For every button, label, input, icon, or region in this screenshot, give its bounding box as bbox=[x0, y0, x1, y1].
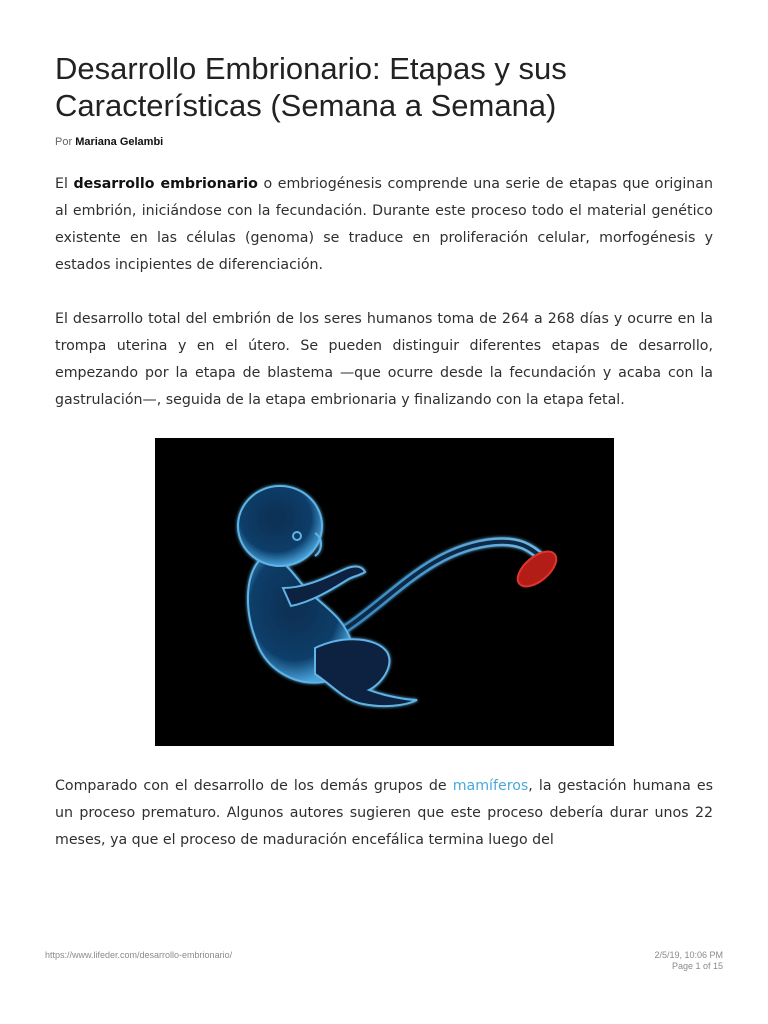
paragraph-intro-start: El bbox=[55, 176, 74, 192]
paragraph-intro-rest: o embriogénesis comprende una serie de etapas que originan al embrión, iniciándose con la fecundación. Durante este proceso todo el material genético existente en las células (genoma) se traduce en proliferación celular, morfogénesis y estados incipientes de diferenciación. bbox=[55, 176, 713, 273]
footer-page-number: Page 1 of 15 bbox=[671, 961, 723, 971]
footer-datetime: 2/5/19, 10:06 PM bbox=[654, 950, 723, 960]
byline bbox=[55, 136, 713, 148]
paragraph-intro-bold: desarrollo embrionario bbox=[73, 176, 258, 192]
fetus-image bbox=[155, 438, 614, 746]
article bbox=[55, 50, 713, 854]
fetus-illustration bbox=[155, 438, 614, 746]
footer-url: https://www.lifeder.com/desarrollo-embrionario/ bbox=[45, 950, 233, 960]
paragraph-comparison-rest: , la gestación humana es un proceso prematuro. Algunos autores sugieren que este proceso debería durar unos 22 meses, ya que el proceso de maduración encefálica termina luego del bbox=[55, 778, 714, 848]
paragraph-comparison bbox=[55, 773, 713, 854]
byline-prefix: Por bbox=[55, 136, 73, 148]
author-name[interactable]: Mariana Gelambi bbox=[75, 136, 164, 148]
paragraph-duration: El desarrollo total del embrión de los seres humanos toma de 264 a 268 días y ocurre en la trompa uterina y en el útero. Se pueden distinguir diferentes etapas de desarrollo, empezando por la etapa de blastema —que ocurre desde la fecundación y acaba con la gastrulación—, seguida de la etapa embrionaria y finalizando con la etapa fetal. bbox=[55, 311, 713, 408]
footer-meta bbox=[654, 950, 723, 972]
paragraph-comparison-start: Comparado con el desarrollo de los demás grupos de bbox=[55, 778, 453, 794]
article-title: Desarrollo Embrionario: Etapas y sus Características (Semana a Semana) bbox=[55, 51, 567, 123]
mammals-link[interactable]: mamíferos bbox=[452, 778, 529, 794]
paragraph-intro bbox=[55, 171, 713, 279]
